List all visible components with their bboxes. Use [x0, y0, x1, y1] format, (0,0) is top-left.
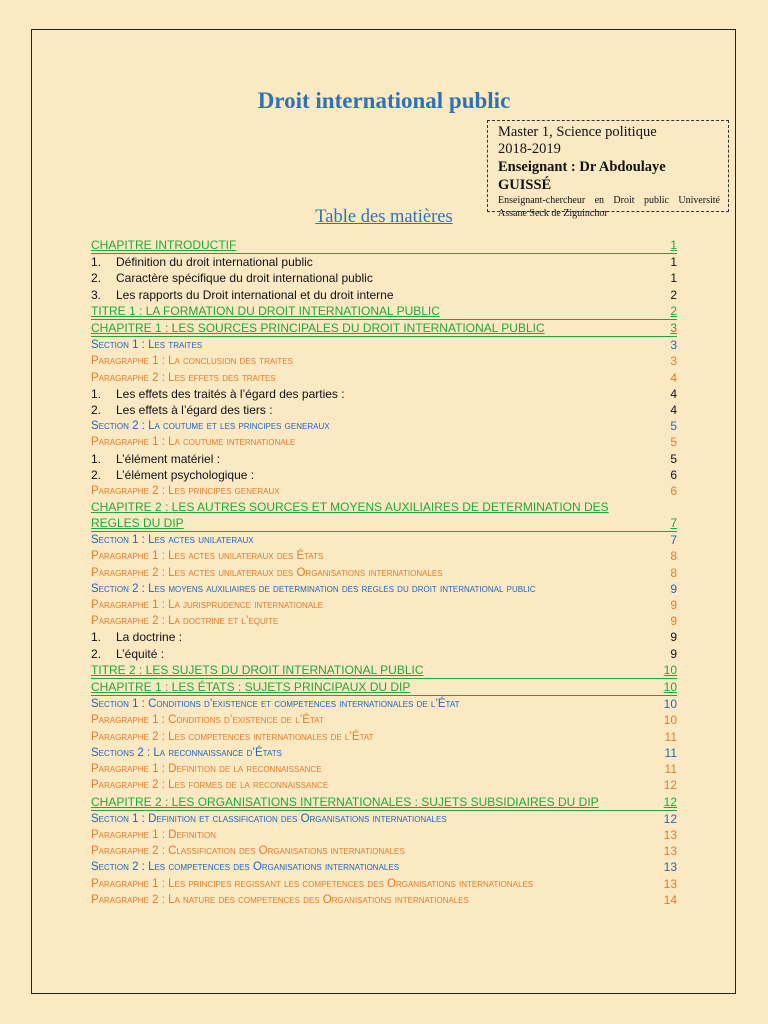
toc-entry[interactable]: [91, 386, 677, 402]
table-of-contents: [91, 237, 677, 908]
course-level: Master 1, Science politique: [498, 124, 657, 140]
toc-entry-page: 4: [670, 386, 677, 401]
toc-entry-page: 1: [670, 255, 677, 270]
course-info-box: [487, 120, 729, 219]
toc-entry-text: L’élément psychologique :: [116, 467, 255, 482]
toc-entry-page: 11: [664, 762, 677, 777]
toc-entry[interactable]: [91, 548, 677, 564]
toc-entry-page: 8: [670, 565, 677, 580]
toc-entry-label: [91, 402, 663, 418]
toc-entry-label: [91, 451, 663, 467]
toc-entry-text: TITRE 1 : LA FORMATION DU DROIT INTERNATIONAL PUBLIC: [91, 303, 440, 318]
toc-entry[interactable]: [91, 613, 677, 629]
toc-entry-page: 7: [670, 516, 677, 531]
toc-entry[interactable]: [91, 451, 677, 467]
toc-entry-text: Paragraphe 2 : Classification des Organisations internationales: [91, 845, 405, 858]
toc-entry-text: Paragraphe 1 : Definition: [91, 828, 216, 841]
toc-entry[interactable]: [91, 859, 677, 875]
toc-entry-text: Caractère spécifique du droit international public: [116, 271, 373, 286]
toc-entry[interactable]: [91, 876, 677, 892]
toc-entry-page: 11: [664, 745, 677, 760]
toc-entry[interactable]: [91, 254, 677, 270]
toc-entry-label: [91, 270, 663, 286]
toc-entry[interactable]: [91, 712, 677, 728]
toc-entry-page: 14: [663, 892, 677, 907]
toc-entry[interactable]: [91, 745, 677, 761]
toc-entry[interactable]: [91, 729, 677, 745]
toc-entry[interactable]: [91, 662, 677, 679]
toc-entry-number: 2.: [91, 646, 102, 661]
toc-entry-page: 3: [670, 321, 677, 336]
toc-entry[interactable]: [91, 499, 677, 532]
toc-entry[interactable]: [91, 777, 677, 793]
toc-entry[interactable]: [91, 597, 677, 613]
toc-entry-label: [91, 629, 663, 645]
toc-entry-page: 12: [663, 794, 677, 809]
toc-entry[interactable]: [91, 303, 677, 320]
toc-entry-label: [91, 386, 663, 402]
toc-entry-text: Définition du droit international public: [116, 255, 313, 270]
toc-entry-page: 12: [663, 778, 677, 793]
toc-entry-text: TITRE 2 : LES SUJETS DU DROIT INTERNATIONAL PUBLIC: [91, 662, 424, 677]
toc-entry-text: Sections 2 : La reconnaissance d’États: [91, 746, 282, 759]
toc-entry-page: 7: [670, 533, 677, 548]
document-title: Droit international public: [257, 88, 511, 113]
toc-entry-text: Section 1 : Les actes unilateraux: [91, 534, 254, 547]
toc-entry-page: 3: [670, 338, 677, 353]
toc-entry-text: Section 1 : Les traites: [91, 339, 203, 352]
toc-entry[interactable]: [91, 402, 677, 418]
toc-entry-text: CHAPITRE 1 : LES SOURCES PRINCIPALES DU DROIT INTERNATIONAL PUBLIC: [91, 321, 545, 336]
toc-entry-page: 13: [663, 827, 677, 842]
toc-entry[interactable]: [91, 370, 677, 386]
toc-entry-text: Paragraphe 1 : La jurisprudence internationale: [91, 599, 323, 612]
toc-entry-text: Section 2 : Les competences des Organisations internationales: [91, 861, 400, 874]
teacher-name: Enseignant : Dr Abdoulaye GUISSÉ: [498, 159, 666, 193]
toc-entry-text: Les effets des traités à l’égard des parties :: [116, 386, 345, 401]
toc-entry-label: [91, 646, 663, 662]
toc-entry[interactable]: [91, 270, 677, 286]
toc-entry-page: 9: [670, 630, 677, 645]
toc-entry-page: 4: [670, 370, 677, 385]
toc-entry-page: 5: [670, 451, 677, 466]
toc-entry-page: 13: [663, 860, 677, 875]
toc-entry[interactable]: [91, 237, 677, 254]
academic-year: 2018-2019: [498, 141, 561, 157]
toc-entry-page: 1: [670, 271, 677, 286]
toc-entry-page: 13: [663, 876, 677, 891]
toc-heading: Table des matières: [315, 207, 453, 227]
toc-entry[interactable]: [91, 892, 677, 908]
toc-entry-page: 4: [670, 403, 677, 418]
toc-entry-text: Section 1 : Definition et classification des Organisations internationales: [91, 812, 447, 825]
toc-entry-page: 9: [670, 646, 677, 661]
toc-entry[interactable]: [91, 581, 677, 597]
toc-entry-number: 2.: [91, 403, 102, 418]
toc-entry-page: 9: [670, 598, 677, 613]
toc-entry-page: 5: [670, 435, 677, 450]
toc-entry-page: 10: [663, 680, 677, 695]
toc-entry-text: Section 1 : Conditions d’existence et competences internationales de l’État: [91, 698, 460, 711]
toc-entry[interactable]: [91, 287, 677, 303]
toc-entry-page: 6: [670, 484, 677, 499]
toc-entry-page: 1: [670, 238, 677, 252]
toc-entry-text: Paragraphe 1 : Les principes regissant les competences des Organisations internationales: [91, 877, 534, 890]
toc-entry[interactable]: [91, 337, 677, 353]
toc-entry-label: [91, 467, 663, 483]
toc-entry[interactable]: [91, 467, 677, 483]
toc-entry-number: 1.: [91, 386, 102, 401]
toc-entry[interactable]: [91, 353, 677, 369]
toc-entry-text: CHAPITRE INTRODUCTIF: [91, 238, 237, 252]
toc-entry-text: L’élément matériel :: [116, 451, 221, 466]
toc-entry-number: 1.: [91, 630, 102, 645]
toc-entry-number: 1.: [91, 255, 102, 270]
toc-entry-number: 2.: [91, 271, 102, 286]
toc-entry-text: L’équité :: [116, 646, 165, 661]
toc-entry[interactable]: [91, 434, 677, 450]
toc-entry[interactable]: [91, 320, 677, 337]
toc-entry-page: 10: [663, 697, 677, 712]
toc-entry-text: CHAPITRE 1 : LES ÉTATS : SUJETS PRINCIPAUX DU DIP: [91, 680, 411, 695]
toc-entry-text: Paragraphe 2 : La doctrine et l’equite: [91, 615, 279, 628]
toc-entry-text: Paragraphe 2 : Les competences internationales de l’État: [91, 730, 374, 743]
toc-entry-text: Paragraphe 2 : Les formes de la reconnaissance: [91, 779, 329, 792]
toc-entry-page: 13: [663, 844, 677, 859]
toc-entry-label: [91, 254, 663, 270]
toc-entry-text: Paragraphe 1 : La coutume internationale: [91, 436, 296, 449]
toc-entry-page: 11: [664, 729, 677, 744]
toc-entry-text: Paragraphe 1 : Les actes unilateraux des États: [91, 550, 324, 563]
toc-entry[interactable]: [91, 646, 677, 662]
toc-entry-text: Les rapports du Droit international et du droit interne: [116, 287, 394, 302]
toc-entry-text: Les effets à l’égard des tiers :: [116, 403, 273, 418]
toc-entry-text: Section 2 : La coutume et les principes generaux: [91, 420, 330, 433]
toc-entry[interactable]: [91, 761, 677, 777]
toc-entry-page: 3: [670, 354, 677, 369]
toc-entry[interactable]: [91, 629, 677, 645]
toc-entry[interactable]: [91, 483, 677, 499]
toc-entry-text: Section 2 : Les moyens auxiliaires de determination des regles du droit international public: [91, 582, 536, 595]
toc-entry-page: 5: [670, 419, 677, 434]
toc-entry-page: 10: [663, 713, 677, 728]
toc-entry[interactable]: [91, 679, 677, 696]
toc-entry[interactable]: [91, 827, 677, 843]
toc-entry-number: 1.: [91, 451, 102, 466]
toc-entry-text: Paragraphe 2 : Les actes unilateraux des Organisations internationales: [91, 566, 443, 579]
toc-entry[interactable]: [91, 696, 677, 712]
toc-entry-text: La doctrine :: [116, 630, 183, 645]
toc-entry-number: 3.: [91, 287, 102, 302]
toc-entry-text: Paragraphe 2 : Les principes generaux: [91, 485, 280, 498]
toc-entry-text: Paragraphe 1 : Definition de la reconnaissance: [91, 763, 322, 776]
toc-entry-label: [91, 287, 663, 303]
toc-entry[interactable]: [91, 565, 677, 581]
toc-entry-number: 2.: [91, 467, 102, 482]
toc-entry-text: Paragraphe 2 : Les effets des traites: [91, 371, 276, 384]
toc-entry-page: 2: [670, 287, 677, 302]
toc-entry[interactable]: [91, 811, 677, 827]
toc-entry-page: 12: [663, 811, 677, 826]
teacher-affiliation: Enseignant-chercheur en Droit public Université Assane Seck de Ziguinchor: [498, 195, 720, 219]
toc-entry-text: CHAPITRE 2 : LES AUTRES SOURCES ET MOYENS AUXILIAIRES DE DETERMINATION DES REGLES DU DIP: [91, 500, 609, 531]
toc-entry-page: 9: [670, 581, 677, 596]
toc-entry-text: Paragraphe 2 : La nature des competences des Organisations internationales: [91, 893, 469, 906]
toc-entry[interactable]: [91, 532, 677, 548]
toc-entry-page: 9: [670, 614, 677, 629]
toc-entry[interactable]: [91, 794, 677, 811]
toc-entry-text: CHAPITRE 2 : LES ORGANISATIONS INTERNATIONALES : SUJETS SUBSIDIAIRES DU DIP: [91, 794, 599, 809]
toc-entry-page: 2: [670, 303, 677, 318]
toc-entry[interactable]: [91, 843, 677, 859]
toc-entry-page: 10: [663, 662, 677, 677]
toc-entry-text: Paragraphe 1 : Conditions d’existence de l’État: [91, 714, 324, 727]
toc-entry[interactable]: [91, 418, 677, 434]
toc-entry-page: 8: [670, 549, 677, 564]
toc-entry-page: 6: [670, 467, 677, 482]
toc-entry-text: Paragraphe 1 : La conclusion des traites: [91, 355, 293, 368]
